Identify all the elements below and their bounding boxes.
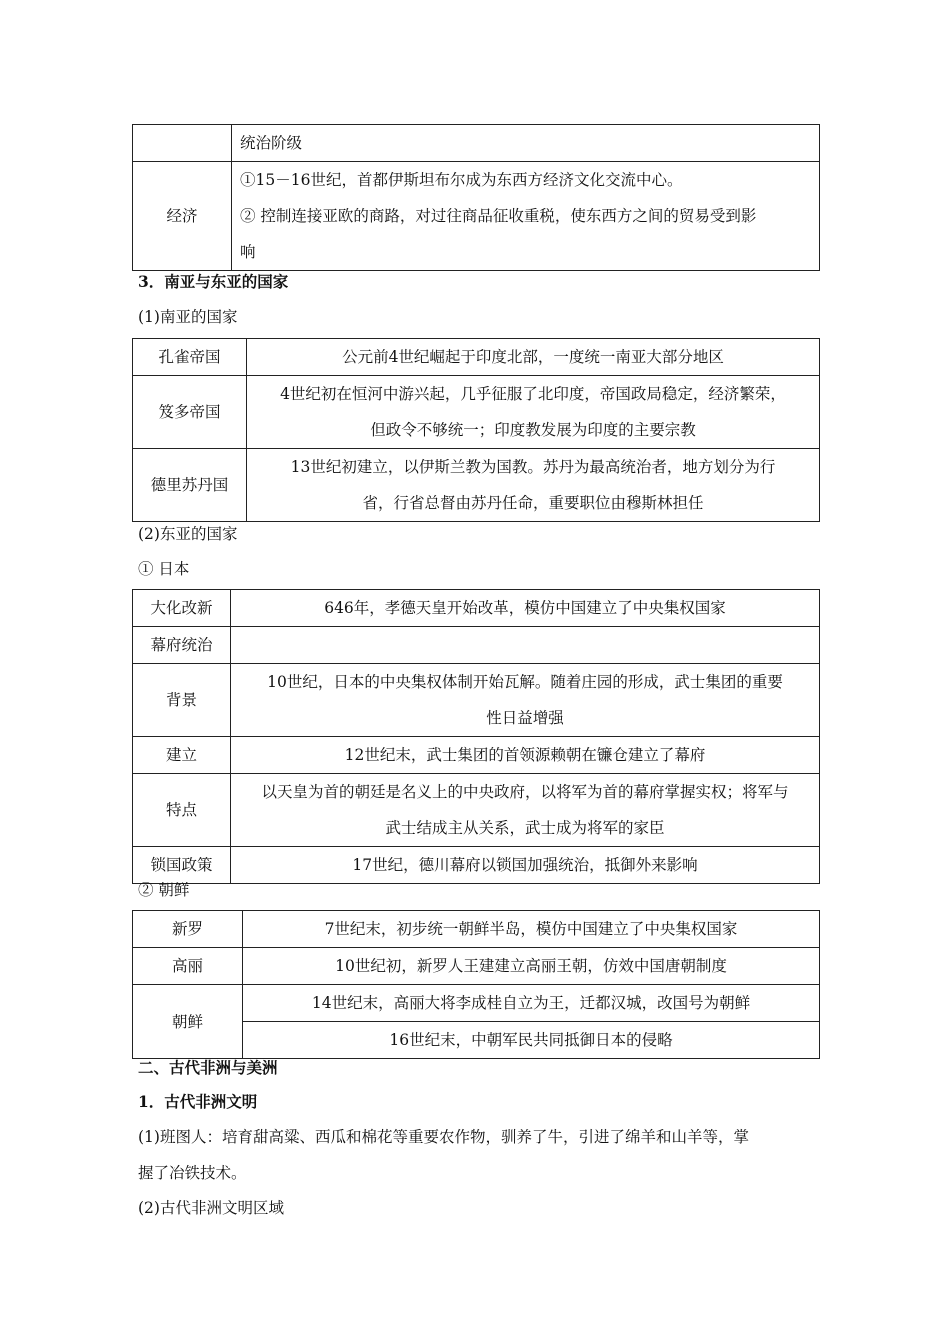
table-row [133, 339, 820, 376]
row-text: 16世纪末，中朝军民共同抵御日本的侵略 [243, 1022, 820, 1059]
row-label: 锁国政策 [133, 847, 231, 884]
table-row [133, 376, 820, 449]
korea-heading: ② 朝鲜 [138, 881, 190, 899]
korea-table [132, 910, 820, 1059]
south-asia-table [132, 338, 820, 522]
row-label: 新罗 [133, 911, 243, 948]
row-text: 公元前4世纪崛起于印度北部，一度统一南亚大部分地区 [247, 339, 820, 376]
africa-heading: 1．古代非洲文明 [138, 1092, 258, 1111]
row-label: 孔雀帝国 [133, 339, 247, 376]
row-label: 经济 [133, 162, 232, 271]
row-text: 10世纪初，新罗人王建建立高丽王朝，仿效中国唐朝制度 [243, 948, 820, 985]
table-row [133, 162, 820, 271]
row-label: 笈多帝国 [133, 376, 247, 449]
row-text: 4世纪初在恒河中游兴起，几乎征服了北印度，帝国政局稳定，经济繁荣， 但政令不够统一；印度教发展为印度的主要宗教 [247, 376, 820, 449]
bantu-paragraph-line1: (1)班图人：培育甜高粱、西瓜和棉花等重要农作物，驯养了牛，引进了绵羊和山羊等，掌 [138, 1128, 749, 1146]
table-row [133, 449, 820, 522]
table-row [133, 911, 820, 948]
table-row [133, 627, 820, 664]
row-label: 高丽 [133, 948, 243, 985]
row-label: 特点 [133, 774, 231, 847]
africa-regions-heading: (2)古代非洲文明区域 [138, 1199, 284, 1217]
table-row [133, 985, 820, 1022]
bantu-paragraph-line2: 握了冶铁技术。 [138, 1164, 247, 1182]
japan-table [132, 589, 820, 884]
section3-heading: 3．南亚与东亚的国家 [138, 272, 289, 291]
row-label: 建立 [133, 737, 231, 774]
part2-heading: 二、古代非洲与美洲 [138, 1058, 278, 1077]
row-text: 10世纪，日本的中央集权体制开始瓦解。随着庄园的形成，武士集团的重要 性日益增强 [231, 664, 820, 737]
east-asia-heading: (2)东亚的国家 [138, 525, 238, 543]
row-text: 7世纪末，初步统一朝鲜半岛，模仿中国建立了中央集权国家 [243, 911, 820, 948]
row-label: 朝鲜 [133, 985, 243, 1059]
row-text: 统治阶级 [232, 125, 820, 162]
row-text: 以天皇为首的朝廷是名义上的中央政府，以将军为首的幕府掌握实权；将军与 武士结成主从关系，武士成为将军的家臣 [231, 774, 820, 847]
japan-heading: ① 日本 [138, 560, 190, 578]
table-row [133, 847, 820, 884]
table-row [133, 737, 820, 774]
row-label [133, 125, 232, 162]
south-asia-heading: (1)南亚的国家 [138, 308, 238, 326]
row-text: 14世纪末，高丽大将李成桂自立为王，迁都汉城，改国号为朝鲜 [243, 985, 820, 1022]
table-row [133, 948, 820, 985]
table-row [133, 125, 820, 162]
row-text: 12世纪末，武士集团的首领源赖朝在镰仓建立了幕府 [231, 737, 820, 774]
row-text: 646年，孝德天皇开始改革，模仿中国建立了中央集权国家 [231, 590, 820, 627]
row-text: ①15－16世纪，首都伊斯坦布尔成为东西方经济文化交流中心。 ② 控制连接亚欧的商路，对过往商品征收重税，使东西方之间的贸易受到影 响 [232, 162, 820, 271]
table-row [133, 774, 820, 847]
ottoman-table [132, 124, 820, 271]
row-text [231, 627, 820, 664]
row-label: 大化改新 [133, 590, 231, 627]
row-label: 背景 [133, 664, 231, 737]
row-text: 17世纪，德川幕府以锁国加强统治，抵御外来影响 [231, 847, 820, 884]
row-label: 德里苏丹国 [133, 449, 247, 522]
row-label: 幕府统治 [133, 627, 231, 664]
table-row [133, 664, 820, 737]
table-row [133, 590, 820, 627]
row-text: 13世纪初建立，以伊斯兰教为国教。苏丹为最高统治者，地方划分为行 省，行省总督由苏丹任命，重要职位由穆斯林担任 [247, 449, 820, 522]
